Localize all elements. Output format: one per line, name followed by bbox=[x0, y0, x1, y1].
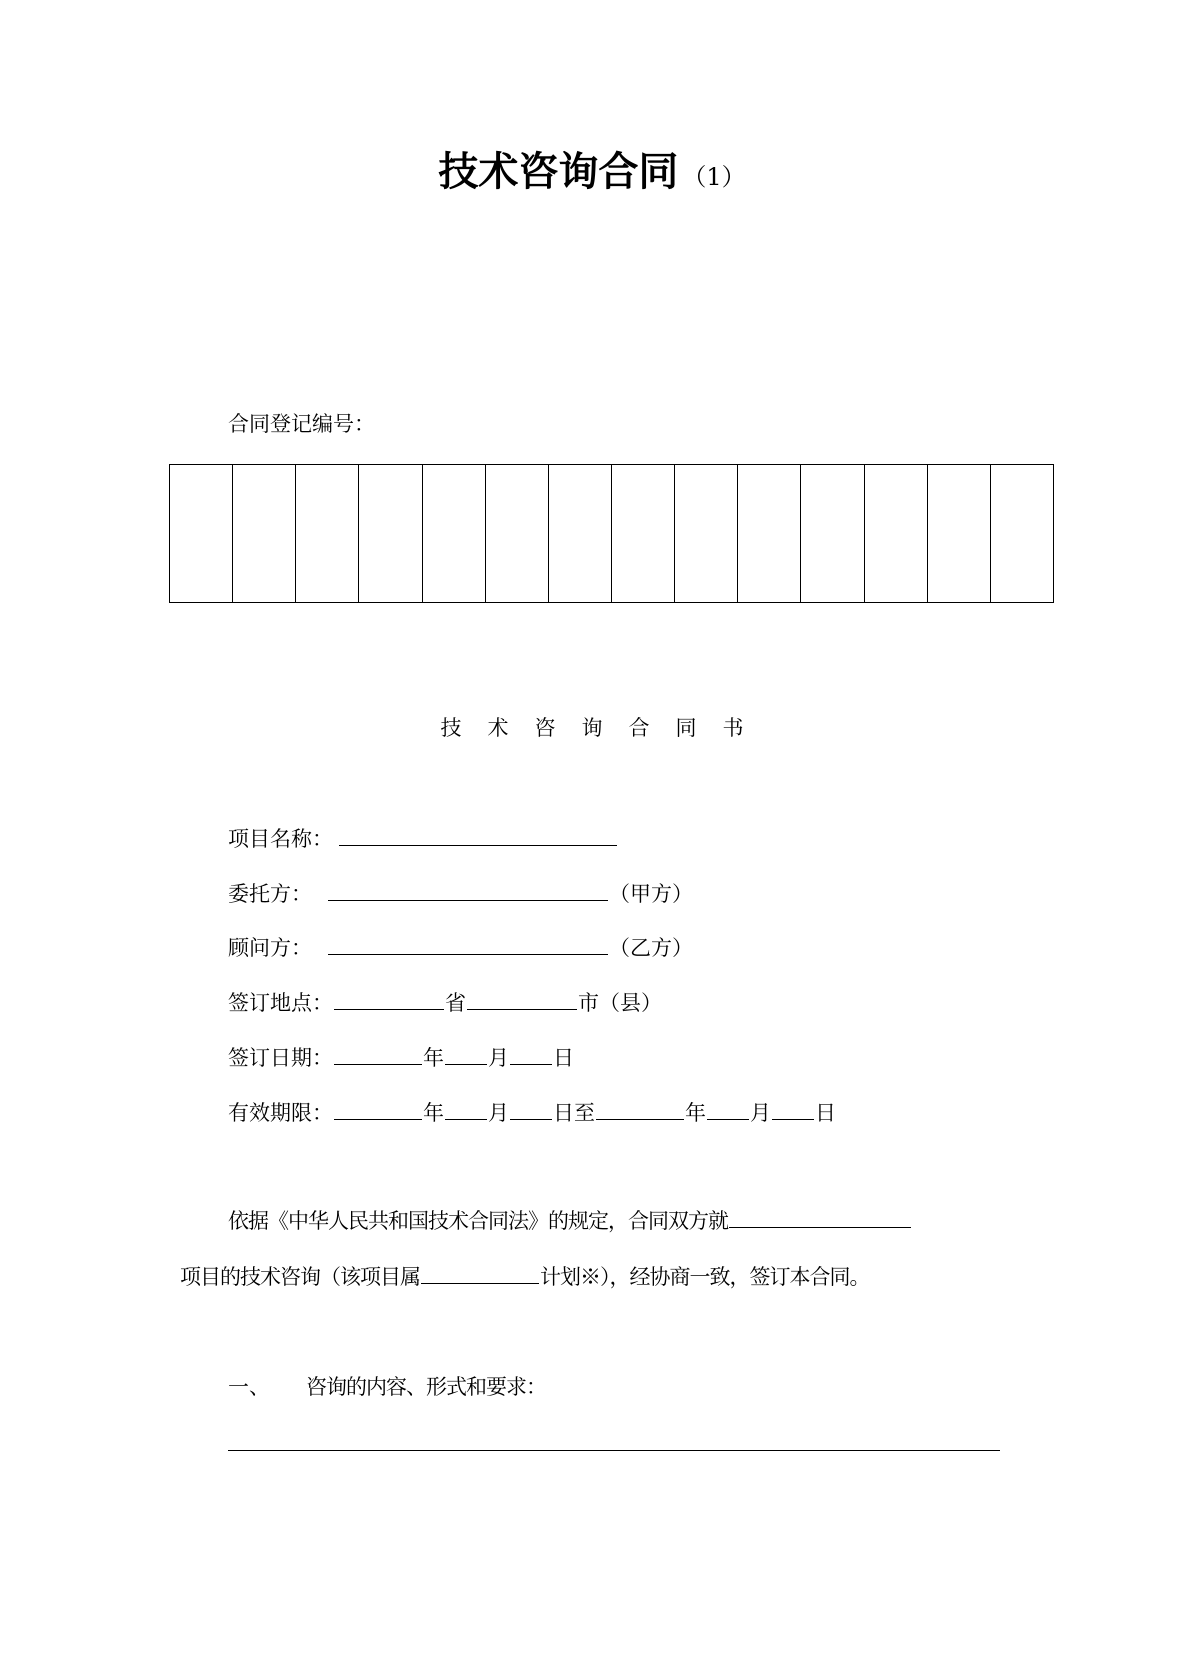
validity-label: 有效期限： bbox=[228, 1101, 333, 1125]
month-label: 月 bbox=[488, 1101, 509, 1125]
reg-box-7[interactable] bbox=[548, 465, 611, 603]
reg-box-5[interactable] bbox=[422, 465, 485, 603]
title-suffix: （1） bbox=[682, 163, 746, 191]
reg-box-2[interactable] bbox=[233, 465, 296, 603]
registration-number-boxes bbox=[169, 464, 1054, 603]
day-label: 日 bbox=[553, 1046, 574, 1070]
validity-start-year-blank[interactable] bbox=[334, 1097, 422, 1120]
day-label: 日 bbox=[815, 1101, 836, 1125]
reg-box-3[interactable] bbox=[296, 465, 359, 603]
section-1-heading bbox=[228, 1373, 546, 1401]
year-label: 年 bbox=[423, 1101, 444, 1125]
preamble-text-1: 依据《中华人民共和国技术合同法》的规定，合同双方就 bbox=[228, 1209, 728, 1233]
title-text: 技术咨询合同 bbox=[438, 149, 679, 195]
consultant-label: 顾问方： bbox=[228, 936, 312, 960]
registration-number-label: 合同登记编号： bbox=[228, 412, 375, 436]
year-label: 年 bbox=[685, 1101, 706, 1125]
reg-box-4[interactable] bbox=[359, 465, 422, 603]
month-label: 月 bbox=[488, 1046, 509, 1070]
city-blank[interactable] bbox=[467, 987, 577, 1010]
contract-subtitle: 技术咨询合同书 bbox=[440, 716, 770, 740]
consultant-suffix: （乙方） bbox=[609, 936, 693, 960]
client-label: 委托方： bbox=[228, 882, 312, 906]
preamble-text-2b: 计划※），经协商一致，签订本合同。 bbox=[540, 1265, 870, 1289]
reg-box-8[interactable] bbox=[611, 465, 674, 603]
validity-end-year-blank[interactable] bbox=[596, 1097, 684, 1120]
month-label: 月 bbox=[750, 1101, 771, 1125]
signing-place-label: 签订地点： bbox=[228, 991, 333, 1015]
section-number: 一、 bbox=[228, 1375, 270, 1399]
reg-box-9[interactable] bbox=[675, 465, 738, 603]
project-name-label: 项目名称： bbox=[228, 827, 333, 851]
reg-box-1[interactable] bbox=[170, 465, 233, 603]
validity-end-day-blank[interactable] bbox=[772, 1097, 814, 1120]
client-blank[interactable] bbox=[328, 878, 608, 901]
province-blank[interactable] bbox=[334, 987, 444, 1010]
plan-type-blank[interactable] bbox=[421, 1261, 539, 1284]
reg-box-13[interactable] bbox=[927, 465, 990, 603]
field-signing-date bbox=[228, 1042, 574, 1072]
province-label: 省 bbox=[445, 991, 466, 1015]
field-client bbox=[228, 878, 693, 908]
reg-box-14[interactable] bbox=[990, 465, 1053, 603]
reg-box-11[interactable] bbox=[801, 465, 864, 603]
section-1-answer-line[interactable] bbox=[228, 1450, 1000, 1451]
preamble-line-1 bbox=[228, 1205, 912, 1235]
validity-end-month-blank[interactable] bbox=[707, 1097, 749, 1120]
preamble-line-2 bbox=[180, 1261, 870, 1291]
field-validity bbox=[228, 1097, 836, 1127]
reg-box-12[interactable] bbox=[864, 465, 927, 603]
signing-year-blank[interactable] bbox=[334, 1042, 422, 1065]
reg-box-6[interactable] bbox=[485, 465, 548, 603]
validity-start-day-blank[interactable] bbox=[510, 1097, 552, 1120]
field-signing-place bbox=[228, 987, 662, 1017]
section-title: 咨询的内容、形式和要求： bbox=[306, 1375, 546, 1399]
signing-date-label: 签订日期： bbox=[228, 1046, 333, 1070]
field-project-name bbox=[228, 823, 618, 853]
client-suffix: （甲方） bbox=[609, 882, 693, 906]
reg-box-10[interactable] bbox=[738, 465, 801, 603]
city-label: 市（县） bbox=[578, 991, 662, 1015]
year-label: 年 bbox=[423, 1046, 444, 1070]
document-title bbox=[0, 146, 1184, 203]
project-subject-blank[interactable] bbox=[729, 1205, 911, 1228]
validity-start-month-blank[interactable] bbox=[445, 1097, 487, 1120]
signing-month-blank[interactable] bbox=[445, 1042, 487, 1065]
project-name-blank[interactable] bbox=[339, 823, 617, 846]
day-to-label: 日至 bbox=[553, 1101, 595, 1125]
preamble-text-2a: 项目的技术咨询（该项目属 bbox=[180, 1265, 420, 1289]
signing-day-blank[interactable] bbox=[510, 1042, 552, 1065]
field-consultant bbox=[228, 932, 693, 962]
consultant-blank[interactable] bbox=[328, 932, 608, 955]
